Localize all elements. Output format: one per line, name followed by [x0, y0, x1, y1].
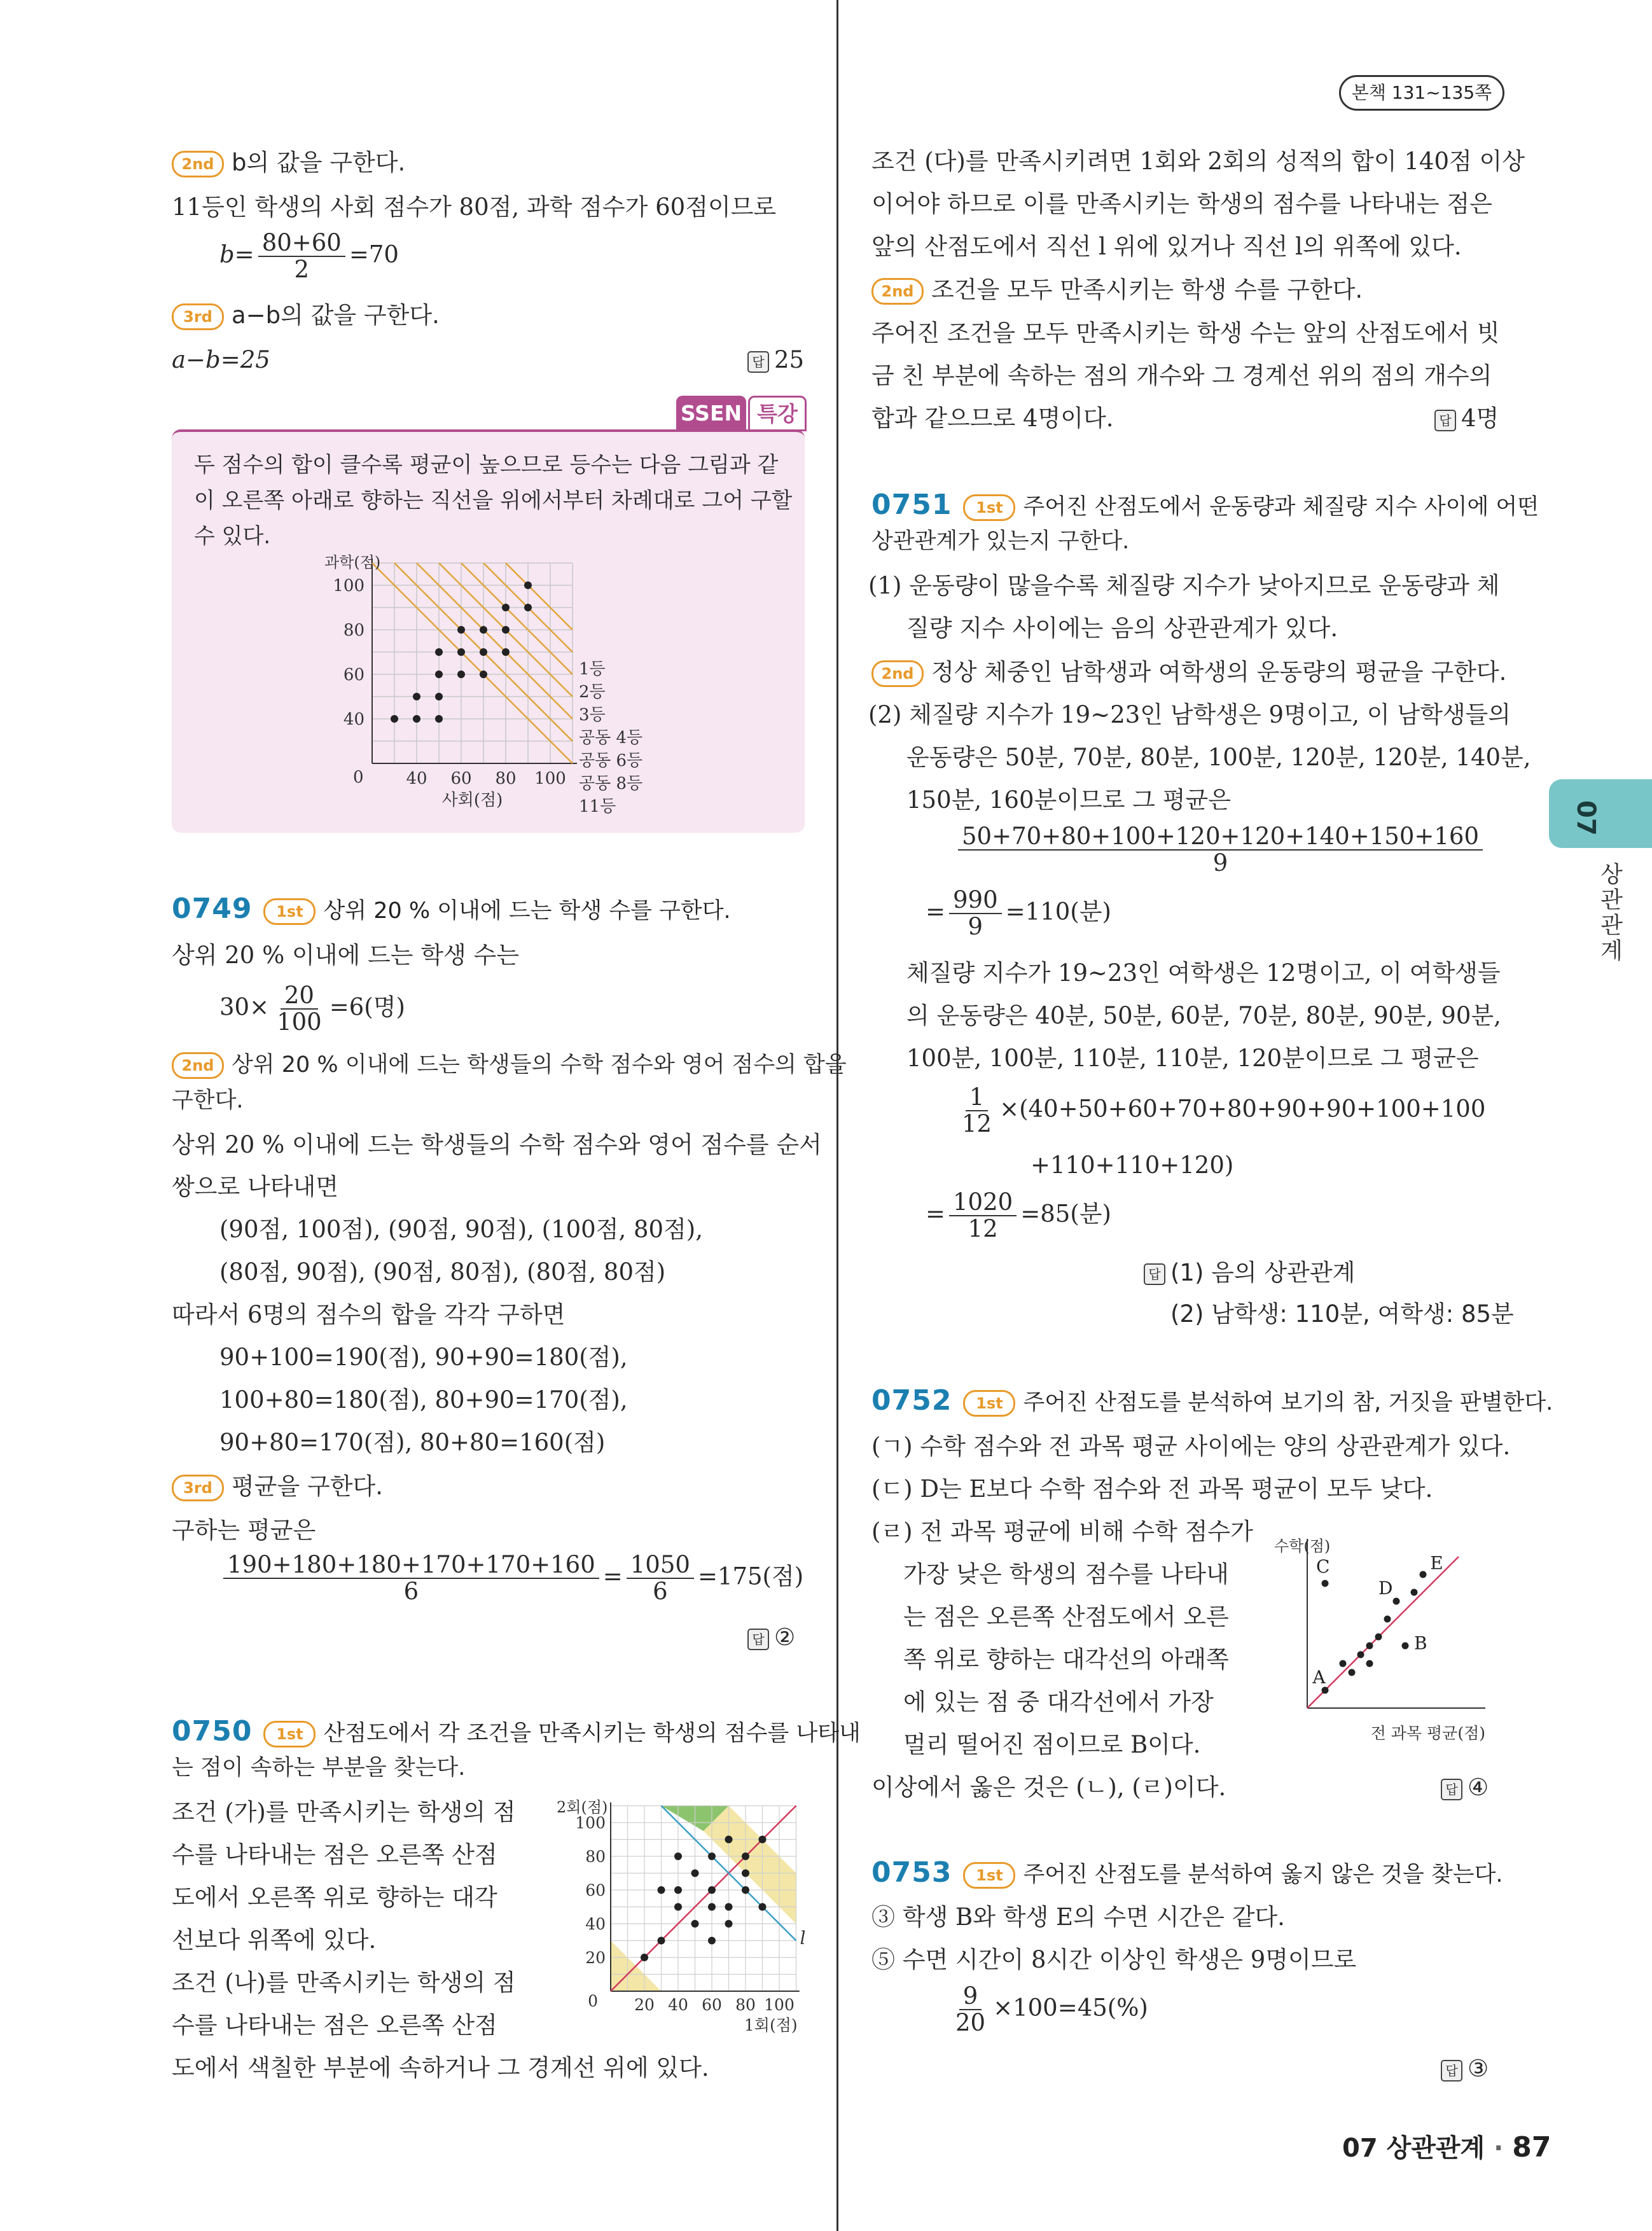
data-point: [742, 1886, 749, 1894]
step-badge: 1st: [963, 494, 1015, 521]
text-line: 운동량은 50분, 70분, 80분, 100분, 120분, 120분, 140분,: [906, 744, 1531, 771]
question-title: 상관관계가 있는지 구한다.: [871, 529, 1130, 554]
question-number: 0753: [871, 1856, 952, 1889]
y-tick-label: 100: [575, 1814, 606, 1832]
text-line: (80점, 90점), (90점, 80점), (80점, 80점): [219, 1258, 666, 1286]
footer-chapter: 07 상관관계: [1342, 2134, 1485, 2163]
answer-icon: 답: [1434, 410, 1456, 431]
text-line: 상위 20 % 이내에 드는 학생들의 수학 점수와 영어 점수를 순서: [172, 1131, 822, 1158]
text-line: 선보다 위쪽에 있다.: [172, 1926, 377, 1954]
y-tick-label: 80: [585, 1847, 606, 1866]
box-text: 이 오른쪽 아래로 향하는 직선을 위에서부터 차례대로 그어 구할: [194, 488, 793, 513]
data-point: [708, 1886, 716, 1894]
data-point: [674, 1886, 682, 1894]
text-line: (ㄱ) 수학 점수와 전 과목 평균 사이에는 양의 상관관계가 있다.: [871, 1433, 1511, 1460]
step-2nd-line: 2nd 조건을 모두 만족시키는 학생 수를 구한다.: [871, 275, 1363, 305]
y-axis-label: 과학(점): [324, 553, 381, 571]
text-line: 주어진 조건을 모두 만족시키는 학생 수는 앞의 산점도에서 빗: [871, 319, 1500, 347]
formula: 30× $\frac{20}{100}$ =6(명): [219, 982, 405, 1036]
question-0752-header: [871, 1386, 1553, 1418]
chapter-tab: [1549, 779, 1652, 848]
rank-label: 공동 8등: [579, 774, 643, 793]
answer-icon: 답: [747, 351, 769, 373]
y-tick-label: 60: [585, 1881, 606, 1900]
question-title: 산점도에서 각 조건을 만족시키는 학생의 점수를 나타내: [323, 1721, 861, 1746]
data-point: [641, 1954, 648, 1961]
question-number: 0751: [871, 489, 952, 521]
y-tick-label: 100: [333, 576, 364, 595]
y-axis-label: 2회(점): [557, 1798, 608, 1817]
rank-scatter-chart: [305, 547, 687, 814]
rank-label: 공동 6등: [579, 751, 643, 770]
question-0750-header: [172, 1716, 861, 1749]
text-line: 조건 (나)를 만족시키는 학생의 점: [172, 1969, 516, 1996]
text-line: 이어야 하므로 이를 만족시키는 학생의 점수를 나타내는 점은: [871, 190, 1492, 218]
question-number: 0749: [172, 893, 253, 925]
text-line: 쪽 위로 향하는 대각선의 아래쪽: [903, 1646, 1229, 1673]
data-point: [1420, 1571, 1427, 1578]
x-tick-label: 40: [668, 1996, 688, 2014]
rank-label: 3등: [579, 705, 606, 725]
data-point: [759, 1836, 767, 1844]
formula-b: b= $\frac{80+60}{2}$ =70: [219, 229, 399, 283]
point-label: C: [1316, 1556, 1330, 1578]
formula: $\frac{9}{20}$ ×100=45(%): [955, 1982, 1148, 2036]
step-badge: 1st: [263, 898, 316, 925]
text-line: 는 점은 오른쪽 산점도에서 오른: [903, 1603, 1229, 1630]
answer: (2) 남학생: 110분, 여학생: 85분: [1170, 1300, 1514, 1328]
text-line: 멀리 떨어진 점이므로 B이다.: [903, 1731, 1201, 1758]
step-text: a−b의 값을 구한다.: [232, 302, 440, 329]
text-line: 조건 (다)를 만족시키려면 1회와 2회의 성적의 합이 140점 이상: [871, 148, 1525, 175]
data-point: [391, 715, 398, 723]
line-l-label: l: [800, 1927, 806, 1949]
y-tick-label: 40: [343, 710, 364, 729]
data-point: [1384, 1616, 1391, 1623]
formula: $\frac{1}{12}$ ×(40+50+60+70+80+90+90+100+100: [962, 1083, 1486, 1137]
text-line: (2) 체질량 지수가 19~23인 남학생은 9명이고, 이 남학생들의: [868, 701, 1511, 728]
text-line: 90+100=190(점), 90+90=180(점),: [219, 1344, 628, 1371]
x-tick-label: 80: [735, 1996, 756, 2014]
x-tick-label: 20: [634, 1996, 655, 2014]
text-line: 질량 지수 사이에는 음의 상관관계가 있다.: [906, 615, 1338, 642]
text-line: (ㄹ) 전 과목 평균에 비해 수학 점수가: [871, 1518, 1253, 1545]
answer: 답 ②: [747, 1622, 795, 1653]
step-3rd-line: 3rd 평균을 구한다.: [172, 1471, 383, 1502]
step-badge: 2nd: [871, 278, 924, 305]
data-point: [742, 1852, 749, 1860]
question-number: 0752: [871, 1384, 952, 1417]
step-badge: 1st: [963, 1862, 1015, 1889]
step-badge: 2nd: [172, 1052, 224, 1079]
data-point: [1393, 1598, 1400, 1605]
text-line: 에 있는 점 중 대각선에서 가장: [903, 1688, 1214, 1716]
text-line: 의 운동량은 40분, 50분, 60분, 70분, 80분, 90분, 90분,: [906, 1002, 1501, 1029]
data-point: [1366, 1660, 1373, 1667]
ssen-tag: SSEN: [676, 396, 746, 431]
y-tick-label: 20: [585, 1949, 606, 1967]
data-point: [435, 671, 443, 678]
x-tick-label: 80: [495, 769, 517, 788]
question-title: 주어진 산점도를 분석하여 옳지 않은 것을 찾는다.: [1023, 1862, 1503, 1887]
formula: +110+110+120): [1031, 1151, 1234, 1179]
data-point: [674, 1852, 682, 1860]
step-badge: 3rd: [172, 1475, 224, 1501]
y-tick-label: 80: [343, 621, 364, 640]
x-axis-label: 사회(점): [441, 791, 503, 810]
answer-icon: 답: [1441, 2060, 1462, 2082]
rank-line: [372, 563, 573, 763]
point-label: E: [1430, 1552, 1443, 1574]
x-tick-label: 40: [406, 769, 427, 788]
y-tick-label: 60: [343, 665, 364, 685]
rank-label: 공동 4등: [579, 728, 643, 747]
step-2nd-line: 2nd 정상 체중인 남학생과 여학생의 운동량의 평균을 구한다.: [871, 657, 1506, 688]
text-line: 100+80=180(점), 80+90=170(점),: [219, 1386, 628, 1414]
y-axis-label: 수학(점): [1274, 1537, 1331, 1555]
data-point: [457, 671, 465, 678]
text-line: ⑤ 수면 시간이 8시간 이상인 학생은 9명이므로: [871, 1946, 1357, 1973]
math-average-scatter-chart: [1263, 1517, 1504, 1746]
data-point: [725, 1903, 733, 1911]
data-point: [658, 1886, 665, 1894]
data-point: [502, 626, 510, 634]
data-point: [435, 715, 443, 723]
data-point: [1357, 1651, 1364, 1658]
point-label: A: [1312, 1666, 1326, 1688]
step-badge: 3rd: [172, 303, 224, 330]
data-point: [691, 1870, 699, 1877]
page-reference: 본책 131~135쪽: [1339, 75, 1504, 111]
text-line: 상위 20 % 이내에 드는 학생 수는: [172, 942, 519, 969]
text-line: 금 친 부분에 속하는 점의 개수와 그 경계선 위의 점의 개수의: [871, 362, 1492, 389]
formula: = $\frac{1020}{12}$ =85(분): [926, 1188, 1111, 1242]
text-line: 11등인 학생의 사회 점수가 80점, 과학 점수가 60점이므로: [172, 193, 777, 221]
data-point: [1340, 1660, 1347, 1667]
text-line: 앞의 산점도에서 직선 l 위에 있거나 직선 l의 위쪽에 있다.: [871, 233, 1462, 260]
step-3rd-line: [172, 300, 440, 331]
text-line: 수를 나타내는 점은 오른쪽 산점: [172, 2012, 497, 2039]
text-line: 100분, 100분, 110분, 110분, 120분이므로 그 평균은: [906, 1045, 1479, 1072]
origin-label: 0: [588, 1992, 598, 2010]
rank-label: 1등: [579, 660, 606, 679]
question-0751-header: [871, 490, 1539, 522]
text-line: 체질량 지수가 19~23인 여학생은 12명이고, 이 여학생들: [906, 959, 1501, 987]
question-title: 주어진 산점도를 분석하여 보기의 참, 거짓을 판별한다.: [1023, 1390, 1553, 1415]
data-point: [658, 1937, 665, 1945]
origin-label: 0: [353, 768, 364, 787]
answer: 답 4명: [1434, 403, 1499, 434]
text-line: (ㄷ) D는 E보다 수학 점수와 전 과목 평균이 모두 낮다.: [871, 1475, 1433, 1503]
data-point: [691, 1920, 699, 1928]
point-label: B: [1414, 1632, 1427, 1654]
chapter-side-label: 상관관계: [1597, 862, 1623, 964]
text-line: (1) 운동량이 많을수록 체질량 지수가 낮아지므로 운동량과 체: [868, 572, 1500, 599]
text-line: 합과 같으므로 4명이다.: [871, 405, 1114, 432]
data-point: [524, 604, 532, 611]
data-point: [708, 1903, 716, 1911]
step-text: b의 값을 구한다.: [232, 149, 406, 176]
data-point: [674, 1903, 682, 1911]
text-line: 구하는 평균은: [172, 1517, 316, 1544]
two-exam-scatter-chart: [534, 1788, 814, 2042]
answer-icon: 답: [747, 1629, 769, 1650]
data-point: [480, 648, 487, 656]
question-title: 주어진 산점도에서 운동량과 체질량 지수 사이에 어떤: [1023, 494, 1539, 520]
question-title: 상위 20 % 이내에 드는 학생 수를 구한다.: [323, 898, 731, 924]
data-point: [1375, 1634, 1382, 1641]
box-text: 수 있다.: [194, 524, 271, 549]
text-line: a−b=25: [172, 346, 270, 373]
text-line: 도에서 색칠한 부분에 속하거나 그 경계선 위에 있다.: [172, 2054, 709, 2082]
text-line: 수를 나타내는 점은 오른쪽 산점: [172, 1841, 497, 1868]
data-point: [1322, 1687, 1329, 1694]
data-point: [480, 626, 487, 634]
text-line: 도에서 오른쪽 위로 향하는 대각: [172, 1884, 497, 1911]
data-point: [1322, 1580, 1329, 1587]
data-point: [742, 1870, 749, 1877]
x-tick-label: 60: [450, 769, 472, 788]
page-footer: [1342, 2128, 1551, 2164]
data-point: [725, 1920, 733, 1928]
formula: = $\frac{990}{9}$ =110(분): [926, 886, 1111, 940]
text-line: 조건 (가)를 만족시키는 학생의 점: [172, 1798, 516, 1826]
answer: 답 25: [747, 345, 804, 375]
page-number: 87: [1512, 2131, 1551, 2164]
data-point: [435, 693, 443, 700]
data-point: [1402, 1643, 1409, 1650]
question-number: 0750: [172, 1715, 253, 1748]
footer-bullet: ·: [1494, 2134, 1504, 2163]
question-0749-header: [172, 894, 731, 926]
data-point: [725, 1836, 733, 1844]
data-point: [1411, 1589, 1418, 1596]
formula: $\frac{50+70+80+100+120+120+140+150+160}{9}$: [954, 824, 1487, 876]
formula-average: $\frac{190+180+180+170+170+160}{6}$ = $\frac{1050}{6}$ =175(점): [219, 1552, 803, 1604]
question-0753-header: [871, 1858, 1503, 1890]
data-point: [708, 1937, 716, 1945]
data-point: [413, 715, 420, 723]
data-point: [1366, 1643, 1373, 1650]
text-line: (90점, 100점), (90점, 90점), (100점, 80점),: [219, 1216, 704, 1243]
text-line: 쌍으로 나타내면: [172, 1173, 338, 1200]
answer-icon: 답: [1441, 1779, 1462, 1800]
step-badge: 1st: [963, 1390, 1015, 1417]
data-point: [524, 581, 532, 589]
box-text: 두 점수의 합이 클수록 평균이 높으므로 등수는 다음 그림과 같: [194, 452, 779, 478]
step-2nd-line: [172, 148, 405, 178]
data-point: [413, 693, 420, 700]
data-point: [457, 648, 465, 656]
answer: 답 ③: [1441, 2054, 1489, 2084]
text-line: 가장 낮은 학생의 점수를 나타내: [903, 1560, 1229, 1588]
rank-label: 2등: [579, 683, 606, 702]
special-lecture-tag: 특강: [748, 396, 807, 431]
text-line: 이상에서 옳은 것은 (ㄴ), (ㄹ)이다.: [871, 1774, 1226, 1801]
step-badge: 2nd: [172, 151, 224, 177]
data-point: [759, 1903, 767, 1911]
step-badge: 2nd: [871, 660, 924, 687]
text-line: 따라서 6명의 점수의 합을 각각 구하면: [172, 1301, 566, 1328]
answer: 답 (1) 음의 상관관계: [1144, 1258, 1355, 1288]
text-line: ③ 학생 B와 학생 E의 수면 시간은 같다.: [871, 1903, 1285, 1931]
answer: 답 ④: [1441, 1772, 1489, 1803]
data-point: [457, 626, 465, 634]
data-point: [1349, 1669, 1356, 1676]
x-tick-label: 60: [702, 1996, 722, 2014]
x-axis-label: 1회(점): [744, 2016, 798, 2034]
data-point: [480, 671, 487, 678]
step-2nd-line: 2nd 상위 20 % 이내에 드는 학생들의 수학 점수와 영어 점수의 합을: [172, 1050, 847, 1080]
step-text: 구한다.: [172, 1088, 244, 1113]
rank-label: 11등: [579, 797, 616, 814]
y-tick-label: 40: [585, 1915, 606, 1933]
step-badge: 1st: [263, 1721, 316, 1748]
rank-line: [461, 563, 573, 674]
point-label: D: [1378, 1577, 1393, 1599]
answer-icon: 답: [1144, 1263, 1165, 1285]
data-point: [502, 604, 510, 611]
column-divider: [836, 0, 838, 2231]
text-line: 150분, 160분이므로 그 평균은: [906, 786, 1231, 814]
x-axis-label: 전 과목 평균(점): [1370, 1724, 1485, 1742]
chapter-tab-number: 07: [1571, 800, 1600, 836]
text-line: 90+80=170(점), 80+80=160(점): [219, 1429, 606, 1456]
question-title: 는 점이 속하는 부분을 찾는다.: [172, 1755, 466, 1781]
x-tick-label: 100: [534, 769, 566, 788]
x-tick-label: 100: [764, 1996, 795, 2014]
data-point: [502, 648, 510, 656]
data-point: [708, 1852, 716, 1860]
data-point: [435, 648, 443, 656]
